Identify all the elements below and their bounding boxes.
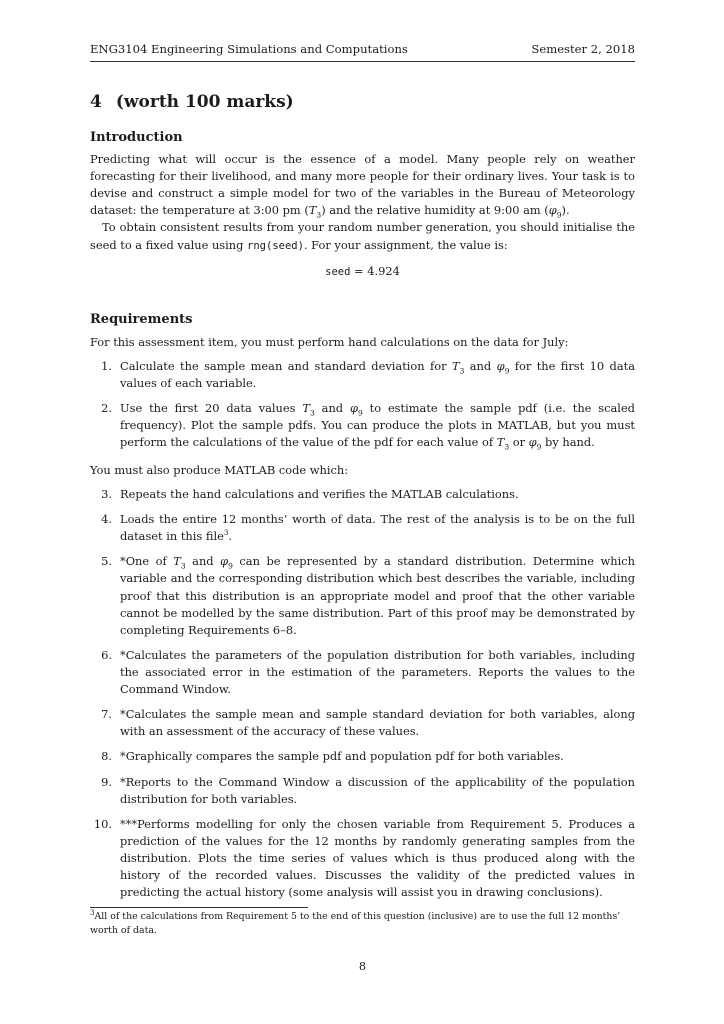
- introduction-body: [90, 151, 635, 254]
- code-rng-seed: rng(seed): [247, 239, 304, 252]
- introduction-paragraph-1: Predicting what will occur is the essence of a model. Many people rely on weather forecasting for their livelihood, and many more people for their ordinary lives. Your task is to devise and construct a simple model for two of the variables in the Bureau of Meteorology dataset: the temperature at 3:00 pm $(T_3)$ and the relative humidity at 9:00 am $(\varphi_9)$.: [90, 152, 635, 220]
- list-item: 4. Loads the entire 12 months’ worth of data. The rest of the analysis is to be on the full dataset in this file$^3$.: [101, 512, 635, 544]
- hand-calculation-list: [90, 358, 635, 460]
- section-title: (worth 100 marks): [115, 92, 294, 112]
- page-header: [90, 41, 635, 62]
- list-item: 9. *Reports to the Command Window a discussion of the applicability of the population distribution for both variables.: [101, 774, 635, 806]
- course-title: ENG3104 Engineering Simulations and Computations: [90, 42, 408, 56]
- requirements-heading: Requirements: [90, 312, 193, 327]
- document-page: [90, 0, 635, 1024]
- introduction-heading: Introduction: [90, 130, 183, 145]
- list-item: 10. ***Performs modelling for only the chosen variable from Requirement 5. Produces a prediction of the values for the 12 months by randomly generating samples from the distribution. Plots the time series of values which is thus produced along with the history of the recorded values. Discusses the validity of the predicted values in predicting the actual history (some analysis will assist you in drawing conclusions).: [93, 816, 635, 900]
- section-heading: [90, 90, 294, 116]
- footnote-divider: [90, 907, 308, 908]
- list-item: 5. *One of $T_3$ and $\varphi_9$ can be represented by a standard distribution. Determine which variable and the corresponding distribution which best describes the variable, including proof that this distribution is an appropriate model and proof that the other variable cannot be modelled by the same distribution. Part of this proof may be demonstrated by completing Requirements 6–8.: [101, 554, 635, 637]
- matlab-requirements-list: [90, 486, 635, 909]
- list-item: 7. *Calculates the sample mean and sample standard deviation for both variables, along with an assessment of the accuracy of these values.: [101, 707, 635, 739]
- list-item: 6. *Calculates the parameters of the population distribution for both variables, including the associated error in the estimation of the parameters. Reports the values to the Command Window.: [101, 647, 635, 697]
- seed-equation: seed = 4.924: [325, 264, 400, 278]
- footnote-ref: 3: [223, 529, 229, 538]
- footnote: $^3$All of the calculations from Requirement 5 to the end of this question (inclusive) are to use the full 12 months’ worth of data.: [90, 908, 621, 936]
- requirements-intro: For this assessment item, you must perform hand calculations on the data for July:: [90, 335, 569, 349]
- list-item: 3. Repeats the hand calculations and verifies the MATLAB calculations.: [101, 487, 519, 501]
- list-item: 1. Calculate the sample mean and standard deviation for $T_3$ and $\varphi_9$ for the first 10 data values of each variable.: [101, 359, 635, 391]
- introduction-paragraph-2: To obtain consistent results from your random number generation, you should initialise the seed to a fixed value using rng(seed). For your assignment, the value is:: [90, 220, 635, 252]
- page-number: 8: [358, 959, 367, 973]
- list-item: 8. *Graphically compares the sample pdf and population pdf for both variables.: [101, 749, 564, 764]
- section-number: 4: [90, 92, 102, 112]
- matlab-code-intro: You must also produce MATLAB code which:: [90, 463, 349, 477]
- semester-label: Semester 2, 2018: [531, 42, 635, 56]
- list-item: 2. Use the first 20 data values $T_3$ and $\varphi_9$ to estimate the sample pdf (i.e. the scaled frequency). Plot the sample pdfs. You can produce the plots in MATLAB, but you must perform the calculations of the value of the pdf for each value of $T_3$ or $\varphi_9$ by hand.: [101, 401, 635, 452]
